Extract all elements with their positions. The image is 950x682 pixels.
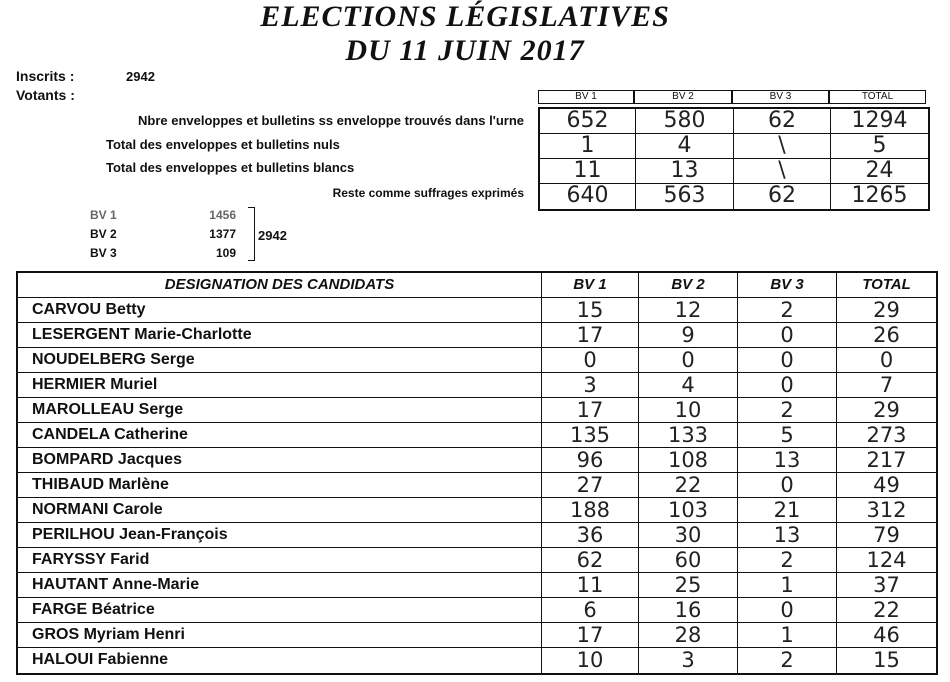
candidate-vote-cell: 135 [542,423,639,447]
candidate-vote-cell: 96 [542,448,639,472]
candidate-vote-cell: 12 [639,298,738,322]
summary-header-total: TOTAL [829,90,926,104]
candidate-vote-cell: 17 [542,398,639,422]
candidate-vote-cell: 25 [639,573,738,597]
candidate-row [18,623,936,648]
candidate-vote-cell: 17 [542,323,639,347]
candidate-vote-cell: 30 [639,523,738,547]
candidate-vote-cell: 0 [639,348,738,372]
bv-value: 1377 [209,227,236,241]
candidate-vote-cell: 2 [738,548,837,572]
candidate-vote-cell: 9 [639,323,738,347]
candidate-vote-cell: 22 [639,473,738,497]
summary-cell: 4 [636,134,734,158]
candidate-name: PERILHOU Jean-François [18,523,542,547]
header-bv3: BV 3 [738,273,837,297]
summary-row [540,134,928,159]
candidate-row [18,548,936,573]
candidate-name: NORMANI Carole [18,498,542,522]
summary-row [540,109,928,134]
candidate-row [18,473,936,498]
candidate-vote-cell: 1 [738,573,837,597]
candidate-vote-cell: 133 [639,423,738,447]
summary-label-urne: Nbre enveloppes et bulletins ss enveloppe trouvés dans l'urne [138,113,524,128]
candidate-vote-cell: 60 [639,548,738,572]
summary-header-bv3: BV 3 [732,90,829,104]
candidate-name: CANDELA Catherine [18,423,542,447]
candidate-name: GROS Myriam Henri [18,623,542,647]
summary-header-bv1: BV 1 [538,90,634,104]
candidate-vote-cell: 15 [542,298,639,322]
candidate-vote-cell: 2 [738,648,837,673]
candidate-vote-cell: 0 [738,598,837,622]
candidate-row [18,398,936,423]
candidate-row [18,648,936,673]
candidate-vote-cell: 2 [738,398,837,422]
candidate-vote-cell: 22 [873,598,900,622]
candidate-name: NOUDELBERG Serge [18,348,542,372]
summary-cell: 11 [540,159,636,183]
bv-bracket [248,207,255,261]
candidate-name: HALOUI Fabienne [18,648,542,673]
candidate-vote-cell: 0 [738,323,837,347]
candidate-name: CARVOU Betty [18,298,542,322]
candidates-table [16,271,938,675]
candidate-vote-cell: 46 [873,623,900,647]
summary-cell: 563 [636,184,734,209]
header-total: TOTAL [862,276,911,293]
candidate-row [18,423,936,448]
candidate-row [18,348,936,373]
candidate-vote-cell: 49 [873,473,900,497]
candidate-vote-cell: 17 [542,623,639,647]
summary-cell: 13 [636,159,734,183]
candidate-name: FARYSSY Farid [18,548,542,572]
summary-cell: 1 [540,134,636,158]
header-bv1: BV 1 [542,273,639,297]
candidate-vote-cell: 108 [639,448,738,472]
candidates-body [18,298,936,673]
candidate-row [18,598,936,623]
candidate-vote-cell: 79 [873,523,900,547]
candidate-vote-cell: 103 [639,498,738,522]
candidate-name: MAROLLEAU Serge [18,398,542,422]
candidate-row [18,573,936,598]
candidate-vote-cell: 21 [738,498,837,522]
candidate-name: BOMPARD Jacques [18,448,542,472]
candidate-vote-cell: 28 [639,623,738,647]
candidate-row [18,448,936,473]
title-line-2: DU 11 JUIN 2017 [345,34,585,67]
candidate-vote-cell: 188 [542,498,639,522]
summary-cell: 62 [734,109,831,133]
candidate-vote-cell: 0 [738,373,837,397]
summary-label-blancs: Total des enveloppes et bulletins blancs [106,160,355,175]
bv-total: 2942 [258,228,287,243]
inscrits-value: 2942 [126,69,155,84]
candidate-vote-cell: 0 [542,348,639,372]
candidate-vote-cell: 273 [866,423,907,447]
summary-header-bv2: BV 2 [634,90,732,104]
candidate-vote-cell: 312 [866,498,907,522]
candidate-vote-cell: 29 [873,398,900,422]
candidate-vote-cell: 16 [639,598,738,622]
candidate-vote-cell: 0 [738,348,837,372]
summary-cell: 580 [636,109,734,133]
candidate-vote-cell: 15 [873,648,900,672]
summary-label-nuls: Total des enveloppes et bulletins nuls [106,137,340,152]
summary-row [540,159,928,184]
candidate-vote-cell: 26 [873,323,900,347]
summary-row [540,184,928,209]
candidate-vote-cell: 29 [873,298,900,322]
header-designation: DESIGNATION DES CANDIDATS [18,273,542,297]
candidate-vote-cell: 36 [542,523,639,547]
bv-value: 109 [215,246,236,260]
votants-label: Votants : [16,87,75,103]
bv-name: BV 3 [90,246,117,260]
summary-cell: 1294 [851,108,908,133]
candidate-vote-cell: 4 [639,373,738,397]
candidate-vote-cell: 27 [542,473,639,497]
candidate-row [18,523,936,548]
summary-cell: 5 [872,133,887,158]
candidate-vote-cell: 2 [738,298,837,322]
summary-cell: 62 [734,184,831,209]
header-bv2: BV 2 [639,273,738,297]
candidate-vote-cell: 62 [542,548,639,572]
candidate-vote-cell: 5 [738,423,837,447]
candidate-name: HAUTANT Anne-Marie [18,573,542,597]
summary-cell: 652 [540,109,636,133]
inscrits-label: Inscrits : [16,68,75,84]
candidate-vote-cell: 13 [738,448,837,472]
candidate-vote-cell: 3 [639,648,738,673]
candidate-vote-cell: 10 [542,648,639,673]
candidate-vote-cell: 13 [738,523,837,547]
candidates-header-row [18,273,936,298]
summary-cell: 640 [540,184,636,209]
candidate-vote-cell: 0 [879,348,894,372]
summary-cell: 24 [865,158,894,183]
bv-name: BV 1 [90,208,117,222]
title-line-1: ELECTIONS LÉGISLATIVES [260,0,670,33]
candidate-vote-cell: 217 [866,448,907,472]
candidate-row [18,498,936,523]
summary-table [538,107,930,211]
bv-value: 1456 [209,208,236,222]
summary-cell: \ [734,134,831,158]
candidate-vote-cell: 124 [866,548,907,572]
candidate-name: HERMIER Muriel [18,373,542,397]
candidate-vote-cell: 0 [738,473,837,497]
candidate-name: FARGE Béatrice [18,598,542,622]
candidate-row [18,298,936,323]
summary-label-exprimes: Reste comme suffrages exprimés [332,186,524,200]
candidate-vote-cell: 11 [542,573,639,597]
candidate-vote-cell: 10 [639,398,738,422]
candidate-vote-cell: 3 [542,373,639,397]
candidate-row [18,373,936,398]
candidate-name: LESERGENT Marie-Charlotte [18,323,542,347]
summary-cell: \ [734,159,831,183]
bv-name: BV 2 [90,227,117,241]
summary-cell: 1265 [851,183,908,208]
candidate-vote-cell: 7 [879,373,894,397]
summary-header [538,90,926,104]
candidate-row [18,323,936,348]
candidate-vote-cell: 6 [542,598,639,622]
candidate-vote-cell: 1 [738,623,837,647]
candidate-name: THIBAUD Marlène [18,473,542,497]
candidate-vote-cell: 37 [873,573,900,597]
